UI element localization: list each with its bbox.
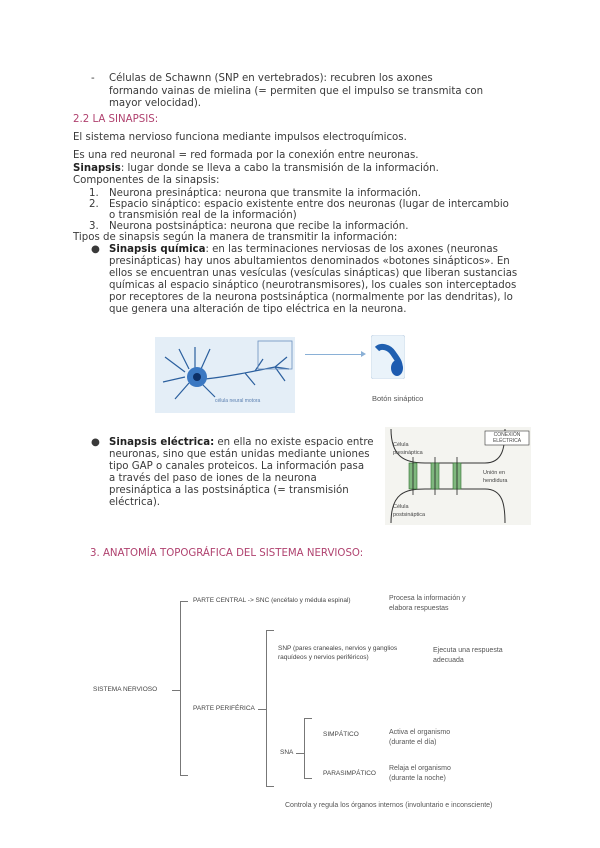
neuron-arrowhead [361, 351, 366, 357]
quimica-term: Sinapsis química [109, 244, 206, 255]
section-heading-2-2: 2.2 LA SINAPSIS: [73, 114, 159, 125]
diagram-snp-1: SNP (pares craneales, nervios y ganglios [278, 645, 398, 652]
boton-sinaptico-caption: Botón sináptico [372, 394, 424, 403]
intro-text: El sistema nervioso funciona mediante impulsos electroquímicos. [73, 132, 407, 143]
central-note-1: Procesa la información y [389, 595, 466, 602]
parasimpatico-note-1: Relaja el organismo [389, 765, 451, 772]
neuron-arrow [305, 354, 363, 355]
schwann-line-3: mayor velocidad). [109, 98, 202, 109]
quimica-first: : en las terminaciones nerviosas de los axones (neuronas [205, 244, 498, 255]
quimica-bullet: ● [91, 244, 100, 255]
quimica-line-4: por receptores de la neurona postsináptica (normalmente por las dendritas), lo [109, 292, 513, 303]
snp-note-1: Ejecuta una respuesta [433, 647, 503, 654]
electrica-first-line [109, 437, 374, 450]
simpatico-note-1: Activa el organismo [389, 729, 451, 736]
snp-note-2: adecuada [433, 657, 464, 664]
periferica-connector [258, 709, 266, 710]
boton-sinaptico-drawing [371, 335, 405, 379]
sinapsis-term: Sinapsis [73, 162, 121, 174]
electric-synapse-figure [385, 427, 531, 525]
schwann-line-2: formando vainas de mielina (= permiten que el impulso se transmita con [109, 85, 484, 97]
electric-label-box: CONEXIÓN ELÉCTRICA [492, 432, 522, 444]
componente-2-num: 2. [89, 198, 99, 210]
electric-pre-label: Célula presináptica [393, 442, 423, 456]
red-neuronal-text: Es una red neuronal = red formada por la conexión entre neuronas. [73, 150, 419, 161]
electrica-line-3: a través del paso de iones de la neurona [109, 473, 317, 484]
componentes-title: Componentes de la sinapsis: [73, 175, 220, 186]
section-heading-3: 3. ANATOMÍA TOPOGRÁFICA DEL SISTEMA NERVIOSO: [90, 548, 364, 559]
electrica-line-4: presináptica a las postsináptica (= transmisión [109, 485, 349, 496]
electrica-line-5: eléctrica). [109, 497, 161, 508]
diagram-bottom-note: Controla y regula los órganos internos (involuntario e inconsciente) [285, 802, 493, 809]
parasimpatico-note-2: (durante la noche) [389, 775, 446, 782]
diagram-parasimpatico: PARASIMPÁTICO [323, 770, 376, 777]
sna-brace [304, 718, 305, 778]
sinapsis-def: : lugar donde se lleva a cabo la transmisión de la información. [120, 162, 439, 174]
schwann-line-1: Células de Schawnn (SNP en vertebrados): recubren los axones [109, 73, 433, 84]
componente-1: Neurona presináptica: neurona que transmite la información. [109, 187, 421, 199]
diagram-periferica: PARTE PERIFÉRICA [193, 705, 255, 712]
sna-connector [296, 753, 304, 754]
componente-3-num: 3. [89, 220, 99, 232]
sinapsis-definition [73, 163, 439, 176]
quimica-line-1: presinápticas) hay unos abultamientos denominados «botones sinápticos». En [109, 256, 510, 267]
componente-2a: Espacio sináptico: espacio existente entre dos neuronas (lugar de intercambio [109, 198, 509, 210]
neuron-figure [155, 337, 295, 413]
quimica-line-2: ellos se encuentran unas vesículas (vesículas sinápticas) que liberan sustancias [109, 268, 518, 279]
central-note-2: elabora respuestas [389, 605, 449, 612]
electrica-first: en ella no existe espacio entre [214, 437, 374, 448]
root-connector [172, 690, 180, 691]
brace-top [180, 601, 188, 602]
tipos-title: Tipos de sinapsis según la manera de transmitir la información: [73, 232, 398, 243]
diagram-simpatico: SIMPÁTICO [323, 731, 359, 738]
componente-1-num: 1. [89, 187, 99, 199]
electric-post-label: Célula postsináptica [393, 504, 426, 518]
periferica-brace-bottom [266, 786, 274, 787]
schwann-bullet: - [91, 73, 95, 84]
neuron-tiny-label: célula neural motora [215, 398, 261, 404]
diagram-central: PARTE CENTRAL -> SNC (encéfalo y médula espinal) [193, 597, 351, 604]
electric-gap-label: Unión en hendidura [483, 470, 508, 484]
main-brace [180, 601, 181, 775]
electrica-line-2: tipo GAP o canales proteicos. La información pasa [109, 461, 365, 472]
sna-brace-top [304, 718, 312, 719]
sna-brace-bottom [304, 778, 312, 779]
brace-bottom [180, 775, 188, 776]
componente-2b: o transmisión real de la información) [109, 209, 297, 221]
componente-3: Neurona postsináptica: neurona que recibe la información. [109, 220, 409, 232]
boton-sinaptico-figure [371, 335, 405, 379]
quimica-first-line [109, 244, 498, 257]
simpatico-note-2: (durante el día) [389, 739, 437, 746]
electrica-term: Sinapsis eléctrica: [109, 437, 215, 448]
periferica-brace [266, 630, 267, 786]
quimica-line-5: que genera una alteración de tipo eléctrica en la neurona. [109, 304, 407, 315]
diagram-sna: SNA [280, 749, 294, 756]
diagram-root: SISTEMA NERVIOSO [93, 686, 158, 693]
quimica-line-3: químicas al espacio sináptico (neurotransmisores), los cuales son interceptados [109, 280, 517, 291]
diagram-snp-2: raquídeos y nervios periféricos) [278, 654, 369, 661]
electrica-bullet: ● [91, 437, 100, 448]
electrica-line-1: neuronas, sino que están unidas mediante uniones [109, 449, 370, 460]
periferica-brace-top [266, 630, 274, 631]
